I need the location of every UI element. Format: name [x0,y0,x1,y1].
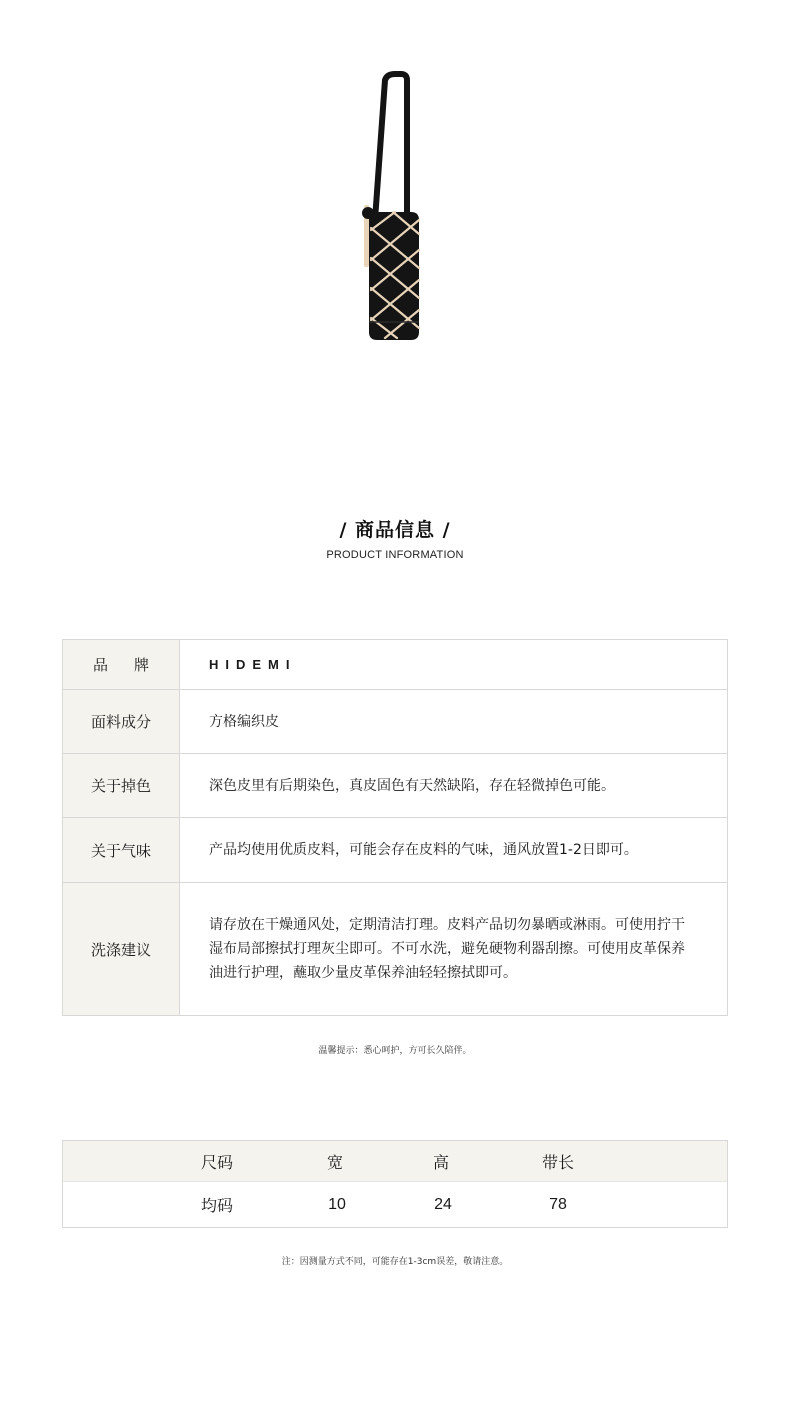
info-value: 请存放在干燥通风处，定期清洁打理。皮料产品切勿暴晒或淋雨。可使用拧干湿布局部擦拭打理灰尘即可。不可水洗，避免硬物利器刮擦。可使用皮革保养油进行护理，蘸取少量皮革保养油轻轻擦拭即可。 [209,917,685,981]
info-row-odor [63,817,727,882]
section-title-cn: / 商品信息 / [339,519,451,541]
size-table-row [63,1181,727,1227]
size-table-header [63,1141,727,1181]
info-label: 面料成分 [63,690,180,753]
info-value: 方格编织皮 [209,713,279,730]
info-row-brand [63,640,727,689]
bag-strap [375,74,407,230]
info-value: 深色皮里有后期染色，真皮固色有天然缺陷，存在轻微掉色可能。 [209,777,615,794]
info-value: 产品均使用优质皮料，可能会存在皮料的气味，通风放置1-2日即可。 [209,842,638,858]
size-value-cell: 24 [434,1195,452,1213]
info-row-fading [63,753,727,817]
size-note: 注：因测量方式不同，可能存在1-3cm误差，敬请注意。 [281,1257,509,1267]
care-tip: 温馨提示：悉心呵护，方可长久陪伴。 [318,1046,472,1056]
info-label: 洗涤建议 [63,883,180,1015]
size-value-cell: 78 [549,1195,567,1213]
size-header-cell: 带长 [541,1152,574,1172]
size-table [62,1140,728,1228]
info-label: 关于掉色 [63,754,180,817]
size-value-cell: 10 [328,1195,346,1213]
product-info-table [62,639,728,1016]
info-row-material [63,689,727,753]
size-header-cell: 尺码 [200,1152,233,1172]
info-label: 关于气味 [63,818,180,882]
size-value-cell: 均码 [200,1196,233,1215]
info-row-care [63,882,727,1015]
info-label [63,640,180,689]
info-label-text: 品牌 [92,656,175,674]
info-value: HIDEMI [209,656,297,672]
size-header-cell: 高 [432,1152,449,1172]
section-header [0,515,790,561]
product-image [345,70,445,350]
size-header-cell: 宽 [326,1152,343,1172]
section-title-en: PRODUCT INFORMATION [326,549,464,561]
